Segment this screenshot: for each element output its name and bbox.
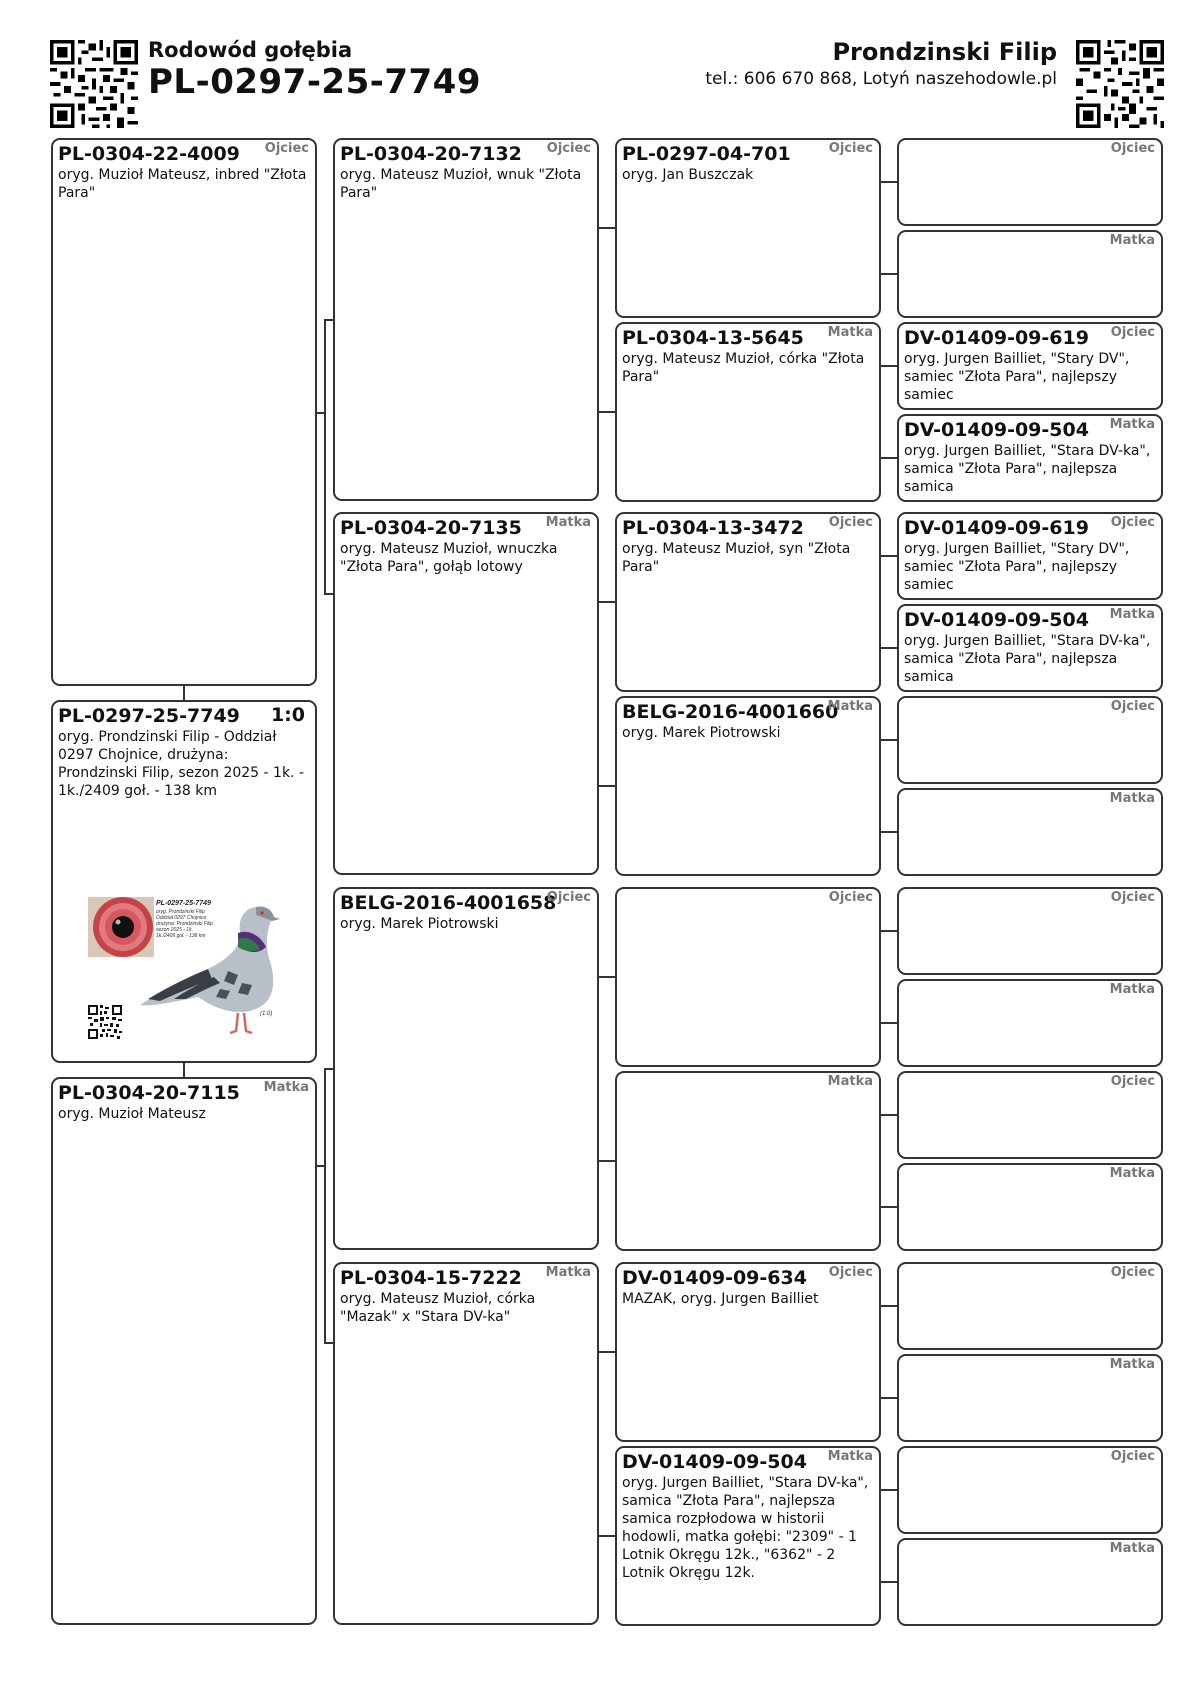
pigeon-card-sire[interactable] — [51, 138, 317, 686]
pigeon-card-gen4-4[interactable] — [897, 414, 1163, 502]
role-label: Ojciec — [828, 515, 873, 530]
pigeon-card-gen3-7[interactable] — [615, 1262, 881, 1442]
role-label: Ojciec — [1110, 1265, 1155, 1280]
connector-line — [324, 593, 333, 595]
connector-line — [881, 831, 897, 833]
pigeon-description: oryg. Mateusz Muzioł, wnuk "Złota Para" — [340, 167, 582, 201]
connector-line — [324, 1068, 326, 1343]
role-label: Ojciec — [546, 890, 591, 905]
connector-line — [599, 1351, 615, 1353]
document-ring-number: PL-0297-25-7749 — [148, 62, 481, 102]
ring-number: DV-01409-09-504 — [622, 1451, 807, 1473]
role-label: Matka — [545, 515, 591, 530]
connector-line — [599, 1535, 615, 1537]
pigeon-card-gen3-4[interactable] — [615, 696, 881, 876]
pigeon-card-gen4-14[interactable] — [897, 1354, 1163, 1442]
pigeon-card-gen4-9[interactable] — [897, 887, 1163, 975]
qr-code-right-icon — [1076, 40, 1164, 128]
connector-line — [881, 555, 897, 557]
photo-card-line: sezon 2025 - 1k. — [156, 927, 193, 933]
pigeon-card-gen3-6[interactable] — [615, 1071, 881, 1251]
pigeon-description: oryg. Jan Buszczak — [622, 167, 754, 183]
role-label: Ojciec — [828, 141, 873, 156]
pigeon-card-gen3-1[interactable] — [615, 138, 881, 318]
role-label: Matka — [1109, 607, 1155, 622]
qr-code-left-icon — [50, 40, 138, 128]
role-label: Matka — [1109, 1541, 1155, 1556]
pigeon-card-gen4-12[interactable] — [897, 1163, 1163, 1251]
connector-line — [881, 1305, 897, 1307]
photo-card-line: oryg. Prondzinski Filip — [156, 909, 205, 915]
pigeon-description: oryg. Marek Piotrowski — [622, 725, 781, 741]
connector-line — [599, 227, 615, 229]
ring-number: BELG-2016-4001658 — [340, 892, 557, 914]
connector-line — [881, 457, 897, 459]
pigeon-card-gen4-11[interactable] — [897, 1071, 1163, 1159]
pigeon-description: oryg. Mateusz Muzioł, syn "Złota Para" — [622, 541, 851, 575]
pigeon-description: oryg. Muzioł Mateusz, inbred "Złota Para" — [58, 167, 307, 201]
pigeon-card-gen3-2[interactable] — [615, 322, 881, 502]
pigeon-card-gen4-15[interactable] — [897, 1446, 1163, 1534]
role-label: Ojciec — [546, 141, 591, 156]
connector-line — [881, 1022, 897, 1024]
ring-number: DV-01409-09-504 — [904, 609, 1089, 631]
pigeon-description: oryg. Muzioł Mateusz — [58, 1106, 206, 1122]
ring-number: BELG-2016-4001660 — [622, 701, 839, 723]
pigeon-description: oryg. Jurgen Bailliet, "Stara DV-ka", samica "Złota Para", najlepsza samica — [904, 633, 1151, 685]
connector-line — [599, 601, 615, 603]
connector-line — [599, 411, 615, 413]
owner-name: Prondzinski Filip — [832, 38, 1057, 66]
pigeon-description: oryg. Jurgen Bailliet, "Stary DV", samiec "Złota Para", najlepszy samiec — [904, 351, 1130, 403]
connector-line — [881, 1114, 897, 1116]
pigeon-card-gen4-16[interactable] — [897, 1538, 1163, 1626]
connector-line — [324, 319, 326, 595]
photo-card-line: drużyna: Prondzinski Filip — [156, 921, 213, 927]
connector-line — [599, 976, 615, 978]
connector-line — [881, 1489, 897, 1491]
role-label: Ojciec — [1110, 890, 1155, 905]
pigeon-card-gen3-3[interactable] — [615, 512, 881, 692]
pigeon-card-gen4-8[interactable] — [897, 788, 1163, 876]
pigeon-description: oryg. Mateusz Muzioł, wnuczka "Złota Para", gołąb lotowy — [340, 541, 558, 575]
ring-number: PL-0304-13-3472 — [622, 517, 804, 539]
pigeon-card-gen4-3[interactable] — [897, 322, 1163, 410]
role-label: Matka — [1109, 791, 1155, 806]
role-label: Matka — [1109, 233, 1155, 248]
pigeon-card-gen3-5[interactable] — [615, 887, 881, 1067]
ring-number: PL-0304-22-4009 — [58, 143, 240, 165]
role-label: Ojciec — [264, 141, 309, 156]
role-label: Matka — [1109, 1166, 1155, 1181]
role-label: Ojciec — [1110, 699, 1155, 714]
pigeon-description: oryg. Prondzinski Filip - Oddział 0297 Chojnice, drużyna: Prondzinski Filip, sezon 2025 - 1k. - 1k./2409 goł. - 138 km — [58, 729, 305, 799]
ring-number: PL-0304-20-7135 — [340, 517, 522, 539]
role-label: Matka — [827, 699, 873, 714]
connector-line — [324, 1342, 333, 1344]
ring-number: PL-0304-20-7132 — [340, 143, 522, 165]
connector-line — [599, 1160, 615, 1162]
connector-line — [183, 1063, 185, 1077]
pigeon-description: oryg. Jurgen Bailliet, "Stara DV-ka", samica "Złota Para", najlepsza samica rozpłodowa w historii hodowli, matka gołębi: "2309" - 1 Lotnik Okręgu 12k., "6362" - 2 Lotnik Okręgu 12k. — [622, 1475, 869, 1581]
pigeon-description: oryg. Jurgen Bailliet, "Stara DV-ka", samica "Złota Para", najlepsza samica — [904, 443, 1151, 495]
pigeon-card-dam-dam[interactable] — [333, 1262, 599, 1625]
role-label: Ojciec — [1110, 141, 1155, 156]
role-label: Matka — [1109, 417, 1155, 432]
eye-image — [88, 897, 154, 957]
pigeon-card-gen4-7[interactable] — [897, 696, 1163, 784]
ring-number: DV-01409-09-619 — [904, 327, 1089, 349]
connector-line — [599, 785, 615, 787]
pigeon-card-sire-sire[interactable] — [333, 138, 599, 501]
connector-line — [881, 181, 897, 183]
pigeon-card-gen3-8[interactable] — [615, 1446, 881, 1626]
connector-line — [881, 365, 897, 367]
role-label: Ojciec — [1110, 1449, 1155, 1464]
connector-line — [881, 647, 897, 649]
ring-number: DV-01409-09-619 — [904, 517, 1089, 539]
role-label: Matka — [827, 1074, 873, 1089]
pigeon-card-gen4-6[interactable] — [897, 604, 1163, 692]
role-label: Ojciec — [828, 1265, 873, 1280]
pigeon-description: oryg. Mateusz Muzioł, córka "Mazak" x "Stara DV-ka" — [340, 1291, 536, 1325]
connector-line — [881, 1397, 897, 1399]
owner-contact: tel.: 606 670 868, Lotyń naszehodowle.pl — [705, 69, 1057, 89]
pigeon-card-gen4-10[interactable] — [897, 979, 1163, 1067]
role-label: Matka — [1109, 1357, 1155, 1372]
photo-card-line: 1k./2409 goł. - 138 km — [156, 933, 206, 939]
role-label: Matka — [827, 325, 873, 340]
pigeon-card-gen4-5[interactable] — [897, 512, 1163, 600]
role-label: Matka — [263, 1080, 309, 1095]
pigeon-description: oryg. Marek Piotrowski — [340, 916, 499, 932]
role-label: Ojciec — [828, 890, 873, 905]
role-label: Ojciec — [1110, 515, 1155, 530]
document-subtitle: Rodowód gołębia — [148, 38, 353, 62]
connector-line — [881, 1206, 897, 1208]
connector-line — [881, 930, 897, 932]
pigeon-description: oryg. Jurgen Bailliet, "Stary DV", samiec "Złota Para", najlepszy samiec — [904, 541, 1130, 593]
connector-line — [881, 739, 897, 741]
role-label: Matka — [1109, 982, 1155, 997]
role-label: Ojciec — [1110, 1074, 1155, 1089]
role-label: Matka — [827, 1449, 873, 1464]
connector-line — [881, 1581, 897, 1583]
pigeon-card-gen4-1[interactable] — [897, 138, 1163, 226]
pigeon-card-dam[interactable] — [51, 1077, 317, 1625]
photo-card-ring: PL-0297-25-7749 — [156, 900, 211, 907]
photo-card-score: (1:0) — [260, 1011, 273, 1017]
score-label: 1:0 — [270, 704, 305, 726]
ring-number: PL-0304-13-5645 — [622, 327, 804, 349]
connector-line — [324, 319, 333, 321]
photo-qr-icon — [88, 1005, 122, 1039]
role-label: Ojciec — [1110, 325, 1155, 340]
connector-line — [183, 686, 185, 700]
ring-number: DV-01409-09-504 — [904, 419, 1089, 441]
pigeon-card-gen4-13[interactable] — [897, 1262, 1163, 1350]
pigeon-description: MAZAK, oryg. Jurgen Bailliet — [622, 1291, 819, 1307]
ring-number: PL-0297-25-7749 — [58, 705, 240, 727]
pigeon-card-gen4-2[interactable] — [897, 230, 1163, 318]
connector-line — [324, 1068, 333, 1070]
connector-line — [881, 273, 897, 275]
pigeon-description: oryg. Mateusz Muzioł, córka "Złota Para" — [622, 351, 865, 385]
ring-number: PL-0304-20-7115 — [58, 1082, 240, 1104]
pigeon-photo-card — [88, 895, 284, 1043]
pigeon-card-dam-sire[interactable] — [333, 887, 599, 1250]
ring-number: PL-0297-04-701 — [622, 143, 791, 165]
pigeon-card-sire-dam[interactable] — [333, 512, 599, 875]
photo-card-line: Oddział 0297 Chojnice — [156, 915, 207, 921]
ring-number: PL-0304-15-7222 — [340, 1267, 522, 1289]
ring-number: DV-01409-09-634 — [622, 1267, 807, 1289]
role-label: Matka — [545, 1265, 591, 1280]
